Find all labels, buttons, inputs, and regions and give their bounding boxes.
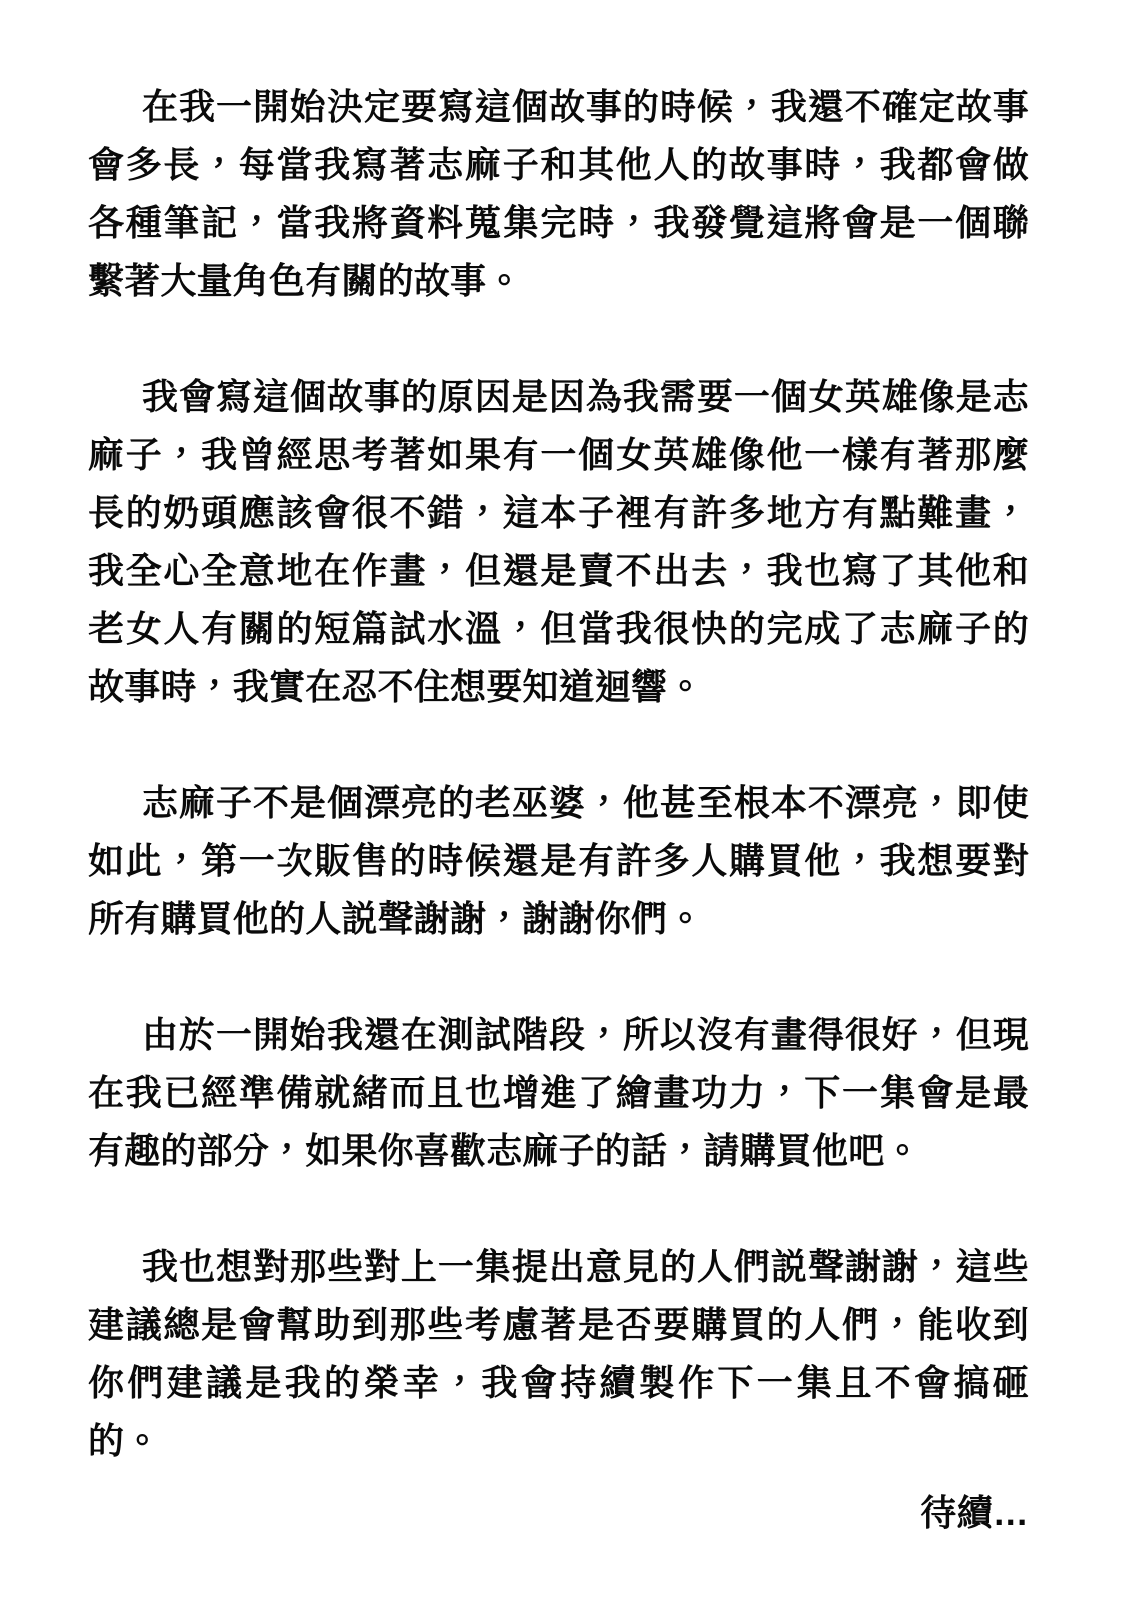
paragraph-5: 我也想對那些對上一集提出意見的人們説聲謝謝，這些建議總是會幫助到那些考慮著是否要購買的人們，能收到你們建議是我的榮幸，我會持續製作下一集且不會搞砸的。 [88, 1246, 1029, 1461]
to-be-continued-label: 待續… [920, 1492, 1029, 1533]
paragraph-1: 在我一開始決定要寫這個故事的時候，我還不確定故事會多長，每當我寫著志麻子和其他人的故事時，我都會做各種筆記，當我將資料蒐集完時，我發覺這將會是一個聯繫著大量角色有關的故事。 [88, 86, 1029, 301]
afterword-text-block [88, 78, 1029, 1542]
paragraph-3: 志麻子不是個漂亮的老巫婆，他甚至根本不漂亮，即使如此，第一次販售的時候還是有許多人購買他，我想要對所有購買他的人説聲謝謝，謝謝你們。 [88, 782, 1029, 939]
paragraph-2: 我會寫這個故事的原因是因為我需要一個女英雄像是志麻子，我曾經思考著如果有一個女英雄像他一樣有著那麼長的奶頭應該會很不錯，這本子裡有許多地方有點難畫，我全心全意地在作畫，但還是賣不出去，我也寫了其他和老女人有關的短篇試水溫，但當我很快的完成了志麻子的故事時，我實在忍不住想要知道迴響。 [88, 376, 1029, 707]
paragraph-4: 由於一開始我還在測試階段，所以沒有畫得很好，但現在我已經準備就緒而且也增進了繪畫功力，下一集會是最有趣的部分，如果你喜歡志麻子的話，請購買他吧。 [88, 1014, 1029, 1171]
